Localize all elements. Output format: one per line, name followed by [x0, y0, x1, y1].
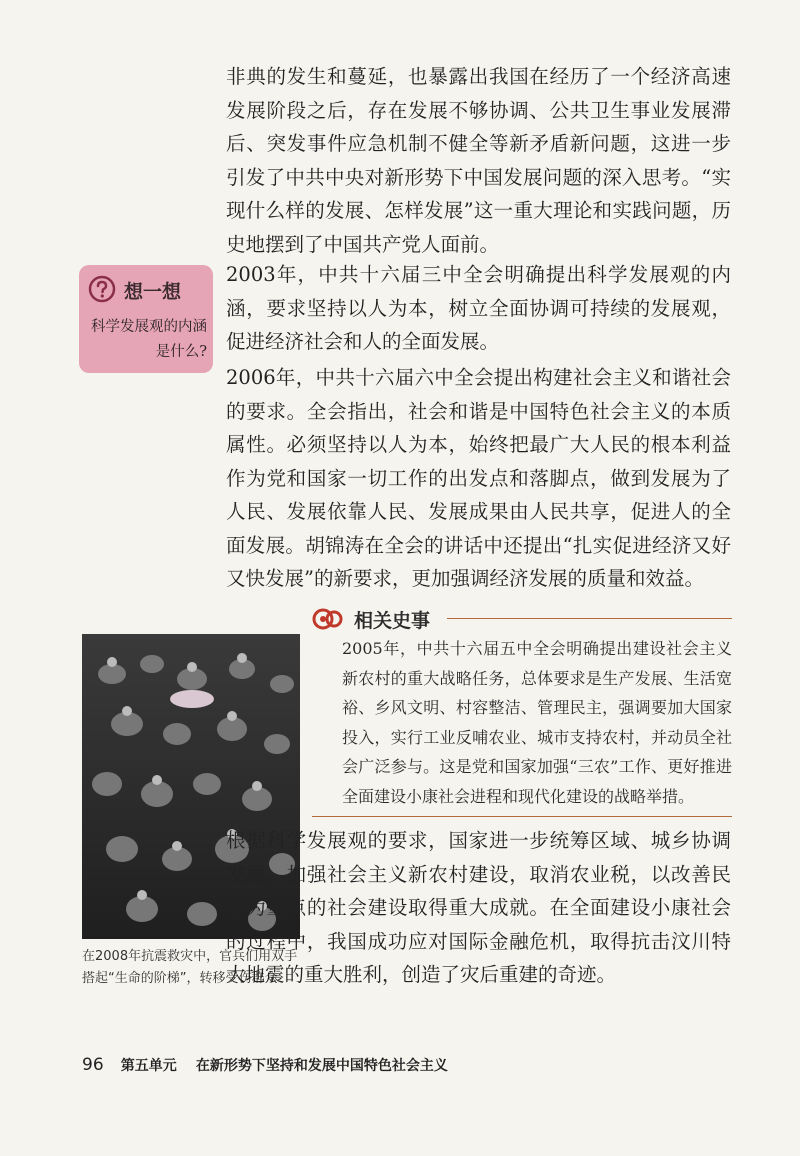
unit-title: 在新形势下坚持和发展中国特色社会主义 — [195, 1058, 448, 1074]
photo-caption: 在2008年抗震救灾中，官兵们用双手搭起“生命的阶梯”，转移受伤群众 — [82, 949, 298, 986]
body-paragraph-3: 2006年，中共十六届六中全会提出构建社会主义和谐社会的要求。全会指出，社会和谐是中国特色社会主义的本质属性。必须坚持以人为本，始终把最广大人民的根本利益作为党和国家一切工作的出发点和落脚点，做到发展为了人民、发展依靠人民、发展成果由人民共享，促进人的全面发展。胡锦涛在全会的讲话中还提出“扎实促进经济又好又快发展”的新要求，更加强调经济发展的质量和效益。 — [226, 366, 731, 590]
body-paragraph-2: 2003年，中共十六届三中全会明确提出科学发展观的内涵，要求坚持以人为本，树立全面协调可持续的发展观，促进经济社会和人的全面发展。 — [226, 263, 731, 353]
page-footer — [82, 1055, 448, 1075]
related-history-title: 相关史事 — [354, 610, 431, 632]
body-paragraph-1: 非典的发生和蔓延，也暴露出我国在经历了一个经济高速发展阶段之后，存在发展不够协调、公共卫生事业发展滞后、突发事件应急机制不健全等新矛盾新问题，这进一步引发了中共中央对新形势下中国发展问题的深入思考。“实现什么样的发展、怎样发展”这一重大理论和实践问题，历史地摆到了中国共产党人面前。 — [226, 65, 731, 256]
body-paragraph-4: 根据科学发展观的要求，国家进一步统筹区域、城乡协调发展，加强社会主义新农村建设，取消农业税，以改善民生为重点的社会建设取得重大成就。在全面建设小康社会的过程中，我国成功应对国际金融危机，取得抗击汶川特大地震的重大胜利，创造了灾后重建的奇迹。 — [226, 829, 731, 986]
think-title: 想一想 — [124, 281, 182, 303]
related-history-bottom-rule — [312, 816, 732, 817]
unit-label: 第五单元 — [120, 1058, 177, 1074]
related-history-rule — [447, 618, 732, 619]
page-number: 96 — [82, 1055, 104, 1075]
think-question: 科学发展观的内涵是什么? — [91, 319, 207, 360]
related-history-text: 2005年，中共十六届五中全会明确提出建设社会主义新农村的重大战略任务，总体要求是生产发展、生活宽裕、乡风文明、村容整洁、管理民主，强调要加大国家投入，实行工业反哺农业、城市支持农村，并动员全社会广泛参与。这是党和国家加强“三农”工作、更好推进全面建设小康社会进程和现代化建设的战略举措。 — [342, 639, 732, 806]
related-history-header — [312, 604, 732, 634]
think-box — [79, 265, 213, 373]
question-mark-icon — [88, 275, 116, 303]
related-history-icon — [312, 604, 344, 634]
